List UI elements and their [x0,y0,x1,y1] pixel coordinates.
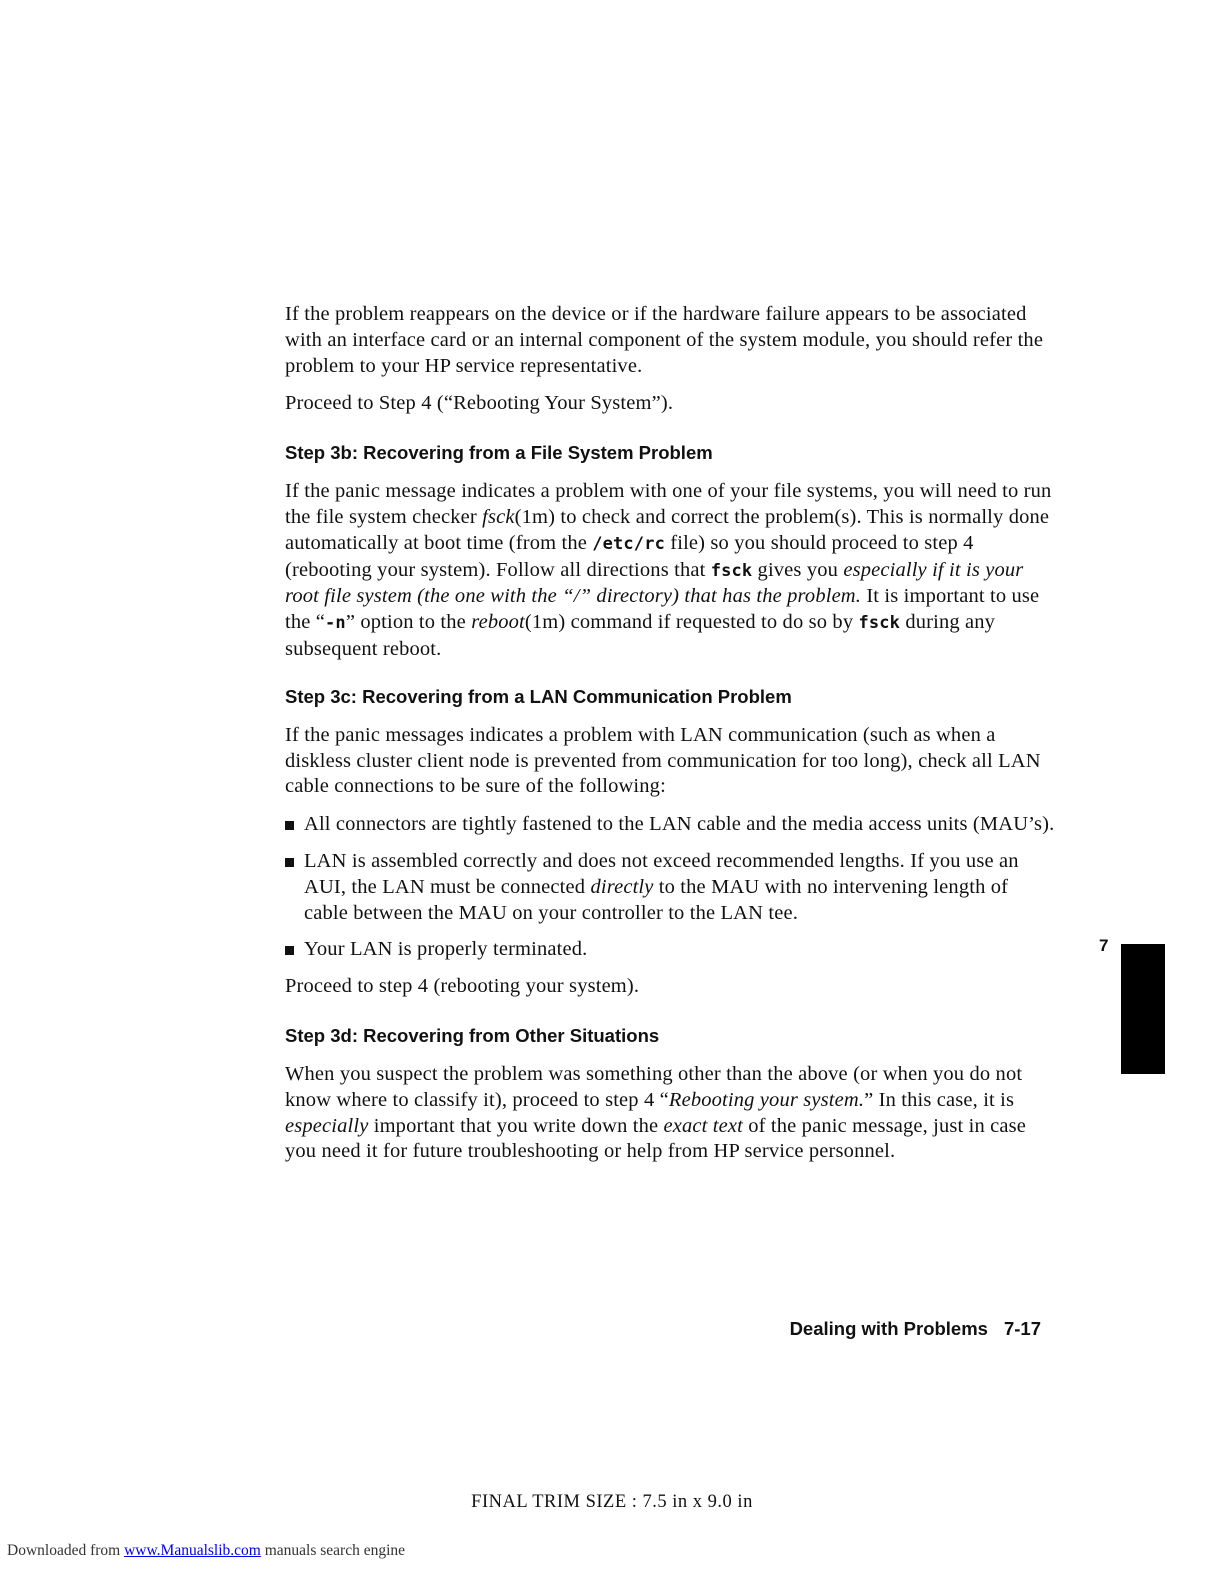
bullet-square-icon [285,821,294,830]
bullet-terminated: Your LAN is properly terminated. [285,937,1055,963]
chapter-thumb-tab [1121,944,1165,1074]
page-content [285,302,1055,1177]
page-footer [790,1318,1041,1340]
step-3b-heading: Step 3b: Recovering from a File System Problem [285,442,713,464]
manualslib-link[interactable]: www.Manualslib.com [124,1542,261,1559]
bullet-square-icon [285,858,294,867]
bullet-lan-assembly: LAN is assembled correctly and does not exceed recommended lengths. If you use an AUI, the LAN must be connected directly to the MAU with no intervening length of cable between the MAU on your controller to the LAN tee. [285,849,1055,926]
chapter-title: Dealing with Problems [789,1318,988,1339]
download-footer: Downloaded from www.Manualslib.com manuals search engine [7,1542,406,1559]
proceed-step4-text: Proceed to Step 4 (“Rebooting Your System”). [285,392,674,415]
n-flag-code: -n [325,613,346,634]
bullet-connectors: All connectors are tightly fastened to the LAN cable and the media access units (MAU’s). [285,812,1055,838]
fsck-code-2: fsck [858,613,901,634]
trim-size-note: FINAL TRIM SIZE : 7.5 in x 9.0 in [471,1492,753,1512]
chapter-tab-number: 7 [1099,936,1109,955]
step-3c-proceed: Proceed to step 4 (rebooting your system). [285,975,640,998]
step-3d-heading: Step 3d: Recovering from Other Situations [285,1024,660,1046]
step-3c-heading: Step 3c: Recovering from a LAN Communication Problem [285,685,792,707]
fsck-command-ref: fsck [482,505,515,528]
fsck-code: fsck [710,560,753,581]
step-3b-paragraph: If the panic message indicates a problem with one of your file systems, you will need to run the file system checker fsck(1m) to check and correct the problem(s). This is normally done automatically at boot time (from the /etc/rc file) so you should proceed to step 4 (rebooting your system). Follow all directions that fsck gives you especially if it is your root file system (the one with the “/” directory) that has the problem. It is important to use the “-n” option to the reboot(1m) command if requested to do so by fsck during any subsequent reboot. [285,480,1052,660]
step-3c-paragraph: If the panic messages indicates a problem with LAN communication (such as when a diskless cluster client node is prevented from communication for too long), check all LAN cable connections to be sure of the following: [285,723,1041,798]
bullet-square-icon [285,946,294,955]
reboot-command-ref: reboot [471,611,525,634]
page-number: 7-17 [1003,1318,1041,1339]
step-3d-paragraph: When you suspect the problem was something other than the above (or when you do not know where to classify it), proceed to step 4 “Rebooting your system.” In this case, it is especially important that you write down the exact text of the panic message, just in case you need it for future troubleshooting or help from HP service personnel. [285,1062,1027,1163]
root-fs-emphasis: especially if it is your root file system (the one with the “/” directory) that has the problem. [285,558,1024,608]
etc-rc-path: /etc/rc [592,533,665,554]
intro-paragraph: If the problem reappears on the device or if the hardware failure appears to be associated with an interface card or an internal component of the system module, you should refer the problem to your HP service representative. [285,303,1044,377]
